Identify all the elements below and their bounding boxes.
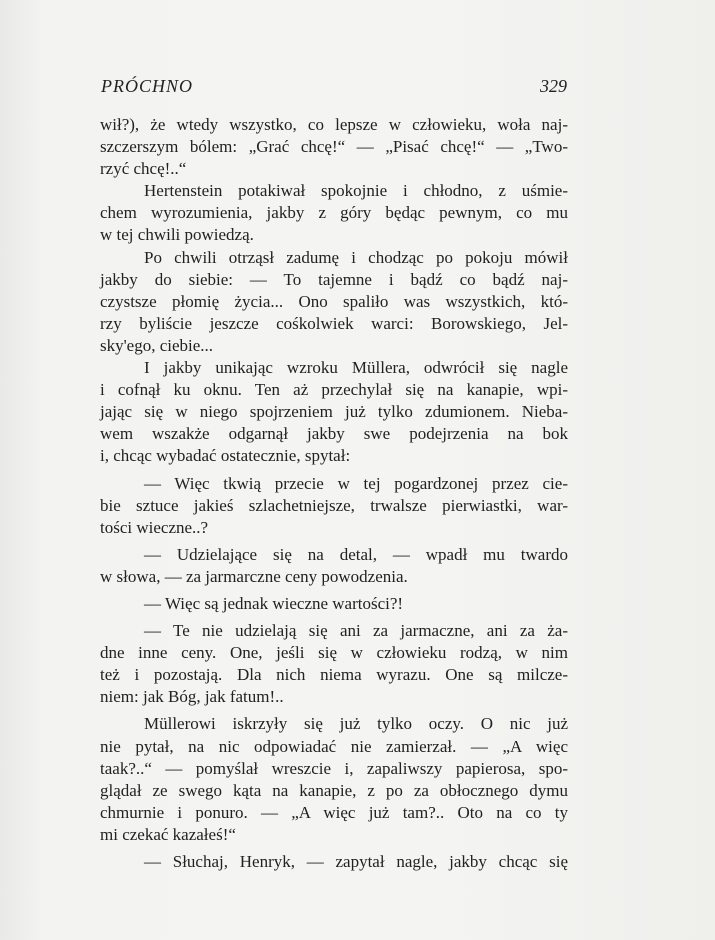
- text-line: w tej chwili powiedzą.: [100, 225, 254, 245]
- text-line: jakby do siebie: — To tajemne i bądź co bądź naj-: [100, 269, 568, 289]
- text-line: Müllerowi iskrzyły się już tylko oczy. O nic już: [144, 714, 568, 734]
- page-number: 329: [540, 76, 567, 96]
- text-line: wił?), że wtedy wszystko, co lepsze w człowieku, woła naj-: [100, 115, 568, 134]
- text-line: dne inne ceny. One, jeśli się w człowieku rodzą, w nim: [100, 643, 568, 663]
- text-line: i cofnął ku oknu. Ten aż przechylał się na kanapie, wpi-: [100, 380, 568, 400]
- text-line: sky'ego, ciebie...: [100, 335, 214, 355]
- running-title: PRÓCHNO: [101, 76, 193, 96]
- text-line: taak?..“ — pomyślał wreszcie i, zapaliwszy papierosa, spo-: [100, 758, 568, 778]
- text-line: wem wszakże odgarnął jakby swe podejrzenia na bok: [100, 424, 568, 444]
- text-line: tości wieczne..?: [100, 517, 209, 537]
- text-line: — Te nie udzielają się ani za jarmaczne, ani za ża-: [144, 621, 568, 641]
- text-line: niem: jak Bóg, jak fatum!..: [100, 687, 284, 707]
- text-line: rzy byliście jeszcze cośkolwiek warci: Borowskiego, Jel-: [100, 313, 568, 333]
- text-line: — Słuchaj, Henryk, — zapytał nagle, jakby chcąc się: [144, 852, 568, 871]
- text-line: — Więc tkwią przecie w tej pogardzonej przez cie-: [144, 473, 568, 493]
- text-line: bie sztuce jakieś szlachetniejsze, trwalsze pierwiastki, war-: [100, 495, 568, 515]
- text-line: szczerszym bólem: „Grać chcę!“ — „Pisać chcę!“ — „Two-: [100, 137, 568, 157]
- text-line: chmurnie i ponuro. — „A więc już tam?.. Oto na co ty: [100, 802, 568, 822]
- text-line: chem wyrozumienia, jakby z góry będąc pewnym, co mu: [100, 203, 568, 223]
- body-text: [100, 114, 568, 873]
- text-line: I jakby unikając wzroku Müllera, odwrócił się nagle: [144, 358, 568, 378]
- text-line: glądał ze swego kąta na kanapie, z po za obłocznego dymu: [100, 780, 568, 800]
- text-line: Hertenstein potakiwał spokojnie i chłodno, z uśmie-: [144, 181, 568, 201]
- text-line: w słowa, — za jarmarczne ceny powodzenia.: [100, 566, 408, 586]
- text-line: — Więc są jednak wieczne wartości?!: [144, 593, 404, 613]
- text-line: i, chcąc wybadać ostatecznie, spytał:: [100, 446, 351, 466]
- text-line: nie pytał, na nic odpowiadać nie zamierzał. — „A więc: [100, 736, 568, 756]
- text-line: czystsze płomię życia... Ono spaliło was wszystkich, któ-: [100, 291, 568, 311]
- text-line: też i pozostają. Dla nich niema wyrazu. One są milcze-: [100, 665, 568, 685]
- text-line: mi czekać kazałeś!“: [100, 824, 236, 844]
- running-head: [101, 76, 567, 100]
- text-line: jając się w niego spojrzeniem już tylko zdumionem. Nieba-: [100, 402, 568, 422]
- text-line: Po chwili otrząsł zadumę i chodząc po pokoju mówił: [144, 247, 568, 267]
- text-line: — Udzielające się na detal, — wpadł mu twardo: [144, 544, 568, 564]
- text-line: rzyć chcę!..“: [100, 159, 187, 179]
